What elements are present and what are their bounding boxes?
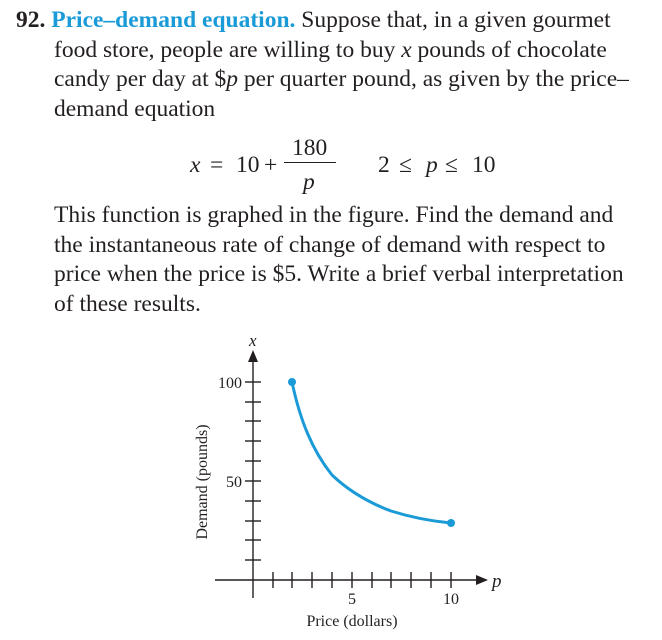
var-x: x [401,36,412,63]
demand-curve [292,382,451,523]
eq-domain-high: 10 [472,152,496,178]
question-line: of these results. [54,290,201,317]
x-axis-var: p [492,571,502,592]
var-p: p [226,66,239,92]
y-axis-label: Demand (pounds) [194,424,211,540]
y-axis-arrow-icon [248,350,258,362]
x-tick-label-5: 5 [348,591,356,608]
intro-text-3b: per quarter pound, as given by the price– [238,66,629,92]
x-tick-label-10: 10 [443,591,459,608]
eq-domain-low: 2 [378,152,390,178]
y-tick-label-50: 50 [226,474,242,491]
endpoint-start [288,378,296,386]
endpoint-end [447,519,455,527]
y-axis-var: x [249,331,257,350]
intro-text-4: demand equation [54,95,216,122]
intro-text-2b: pounds of chocolate [411,36,607,63]
eq-le-2: ≤ [445,152,458,178]
question-line: the instantaneous rate of change of demand with respect to [54,231,606,258]
x-axis-label: Price (dollars) [306,613,398,630]
intro-text-3a: candy per day at $ [54,66,227,92]
problem-number: 92. [16,7,46,33]
eq-numerator: 180 [292,135,328,161]
eq-domain-var: p [426,152,438,178]
intro-text-2: food store, people are willing to buy [54,36,402,63]
eq-constant: 10 [236,152,260,178]
question-line: This function is graphed in the figure. Find the demand and [54,202,614,228]
y-tick-label-100: 100 [218,375,242,392]
eq-denominator: p [303,169,315,195]
intro-text-1: Suppose that, in a given gourmet [295,7,611,33]
x-axis-arrow-icon [476,575,488,585]
eq-equals: = [210,152,224,178]
problem-title: Price–demand equation. [51,7,296,33]
eq-le-1: ≤ [399,152,412,178]
eq-plus: + [264,152,278,178]
eq-lhs: x [190,152,201,178]
question-line: price when the price is $5. Write a brief verbal interpretation [54,261,624,287]
